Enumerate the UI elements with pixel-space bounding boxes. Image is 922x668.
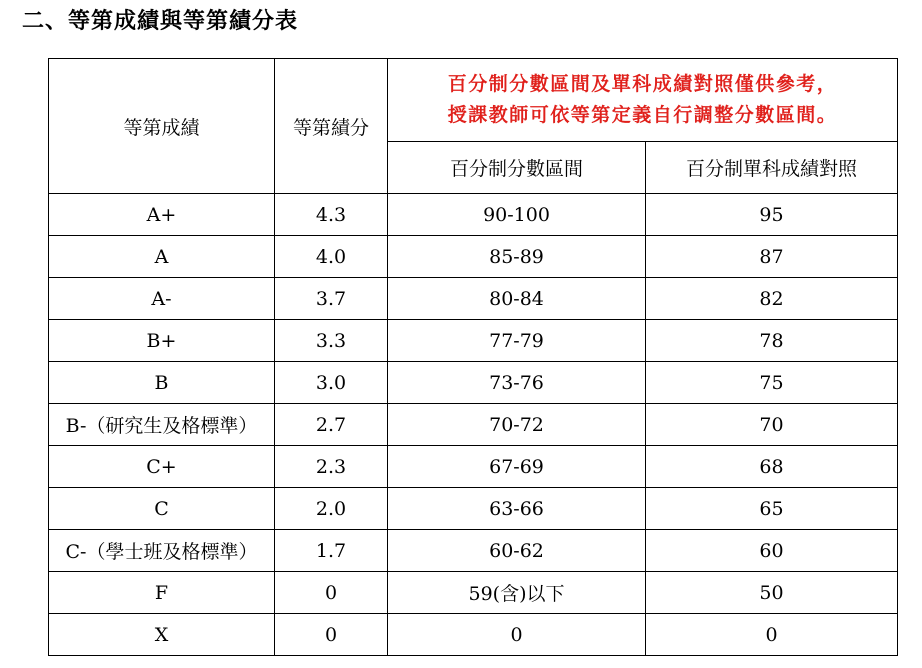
- grade-cell: X: [49, 614, 275, 656]
- points-cell: 0: [275, 572, 388, 614]
- points-cell: 2.3: [275, 446, 388, 488]
- table-row: [49, 236, 898, 278]
- grade-cell: C+: [49, 446, 275, 488]
- range-cell: 80-84: [388, 278, 646, 320]
- points-cell: 1.7: [275, 530, 388, 572]
- range-cell: 60-62: [388, 530, 646, 572]
- single-cell: 78: [646, 320, 898, 362]
- points-cell: 2.0: [275, 488, 388, 530]
- points-cell: 4.0: [275, 236, 388, 278]
- range-cell: 67-69: [388, 446, 646, 488]
- range-cell: 70-72: [388, 404, 646, 446]
- grade-cell: B: [49, 362, 275, 404]
- single-cell: 87: [646, 236, 898, 278]
- range-cell: 0: [388, 614, 646, 656]
- range-cell: 63-66: [388, 488, 646, 530]
- table-row: [49, 362, 898, 404]
- grade-cell: B+: [49, 320, 275, 362]
- header-grade: 等第成績: [49, 59, 275, 194]
- range-cell: 77-79: [388, 320, 646, 362]
- grade-cell: A-: [49, 278, 275, 320]
- table-row: [49, 446, 898, 488]
- table-row: [49, 530, 898, 572]
- points-cell: 4.3: [275, 194, 388, 236]
- single-cell: 68: [646, 446, 898, 488]
- range-cell: 90-100: [388, 194, 646, 236]
- single-cell: 60: [646, 530, 898, 572]
- table-row: [49, 614, 898, 656]
- table-row: [49, 404, 898, 446]
- range-cell: 59(含)以下: [388, 572, 646, 614]
- reference-note: [388, 59, 898, 142]
- single-cell: 82: [646, 278, 898, 320]
- header-points: 等第績分: [275, 59, 388, 194]
- range-cell: 85-89: [388, 236, 646, 278]
- table-row: [49, 488, 898, 530]
- points-cell: 3.0: [275, 362, 388, 404]
- points-cell: 0: [275, 614, 388, 656]
- table-row: [49, 572, 898, 614]
- table-row: [49, 278, 898, 320]
- note-line-2: 授課教師可依等第定義自行調整分數區間。: [447, 104, 838, 126]
- range-cell: 73-76: [388, 362, 646, 404]
- single-cell: 0: [646, 614, 898, 656]
- header-range: 百分制分數區間: [388, 142, 646, 194]
- single-cell: 75: [646, 362, 898, 404]
- grade-cell: F: [49, 572, 275, 614]
- table-row: [49, 194, 898, 236]
- points-cell: 3.7: [275, 278, 388, 320]
- grade-cell: C-（學士班及格標準）: [49, 530, 275, 572]
- table-row: [49, 320, 898, 362]
- points-cell: 2.7: [275, 404, 388, 446]
- header-single: 百分制單科成績對照: [646, 142, 898, 194]
- grade-table: [48, 58, 898, 656]
- grade-cell: A: [49, 236, 275, 278]
- single-cell: 70: [646, 404, 898, 446]
- table-header-row: [49, 59, 898, 142]
- single-cell: 50: [646, 572, 898, 614]
- note-line-1: 百分制分數區間及單科成績對照僅供參考，: [447, 73, 838, 95]
- grade-cell: A+: [49, 194, 275, 236]
- grade-cell: B-（研究生及格標準）: [49, 404, 275, 446]
- single-cell: 65: [646, 488, 898, 530]
- single-cell: 95: [646, 194, 898, 236]
- grade-cell: C: [49, 488, 275, 530]
- points-cell: 3.3: [275, 320, 388, 362]
- section-heading: 二、等第成績與等第績分表: [22, 9, 299, 34]
